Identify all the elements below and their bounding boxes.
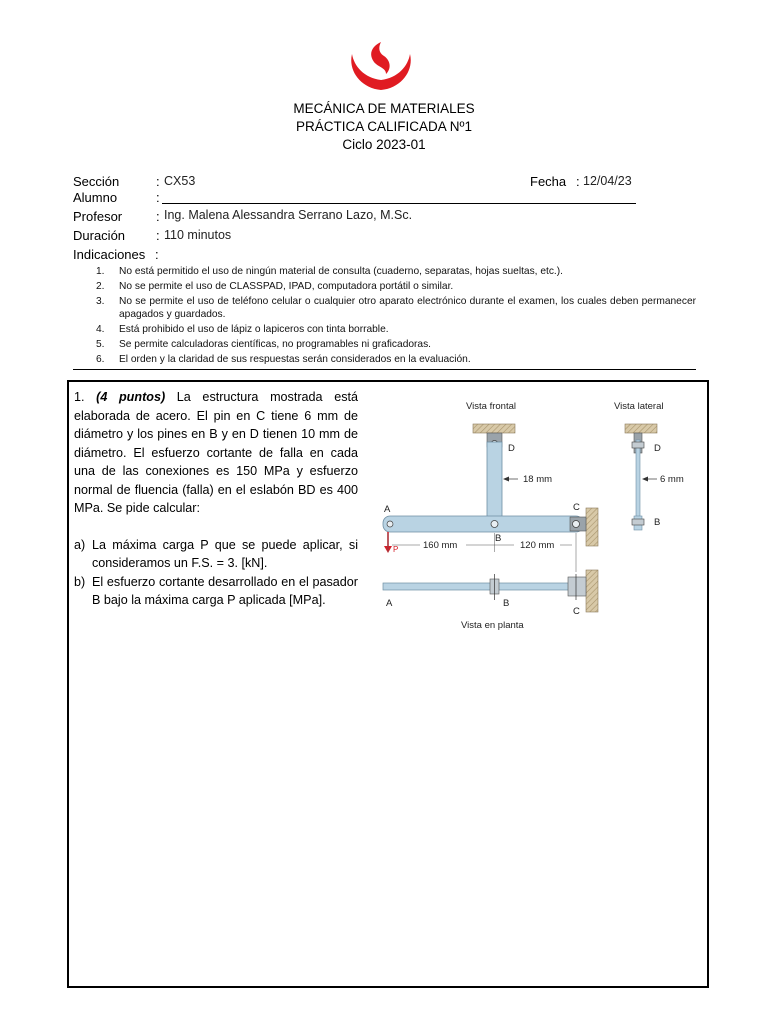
label-a: A bbox=[384, 504, 391, 515]
rule-item: 6. El orden y la claridad de sus respuestas serán considerados en la evaluación. bbox=[96, 354, 471, 365]
beam-plan bbox=[383, 583, 583, 590]
course-title: MECÁNICA DE MATERIALES bbox=[293, 101, 475, 116]
professor-colon: : bbox=[156, 209, 160, 224]
section-label: Sección bbox=[73, 174, 120, 189]
question-points: (4 puntos) bbox=[96, 390, 166, 404]
dim-120mm: 120 mm bbox=[520, 540, 555, 551]
rule-item: 2. No se permite el uso de CLASSPAD, IPAD, computadora portátil o similar. bbox=[96, 281, 454, 292]
cycle-title: Ciclo 2023-01 bbox=[342, 137, 426, 152]
duration-colon: : bbox=[156, 228, 160, 243]
section-value: CX53 bbox=[164, 174, 196, 188]
label-d: D bbox=[508, 443, 515, 454]
plan-view-label: Vista en planta bbox=[461, 620, 524, 631]
exam-title: PRÁCTICA CALIFICADA Nº1 bbox=[296, 119, 472, 134]
side-ceiling bbox=[625, 424, 657, 433]
rule-item: 3. No se permite el uso de teléfono celular o cualquier otro aparato electrónico durante el examen, los cuales deben permanecer apagados y guardados. bbox=[96, 296, 696, 320]
dim-18mm: 18 mm bbox=[523, 474, 553, 485]
pin-a bbox=[387, 521, 393, 527]
subquestion-b: b) El esfuerzo cortante desarrollado en el pasador B bajo la máxima carga P aplicada [MPa]. bbox=[74, 574, 358, 607]
wall-c bbox=[586, 508, 598, 546]
professor-label: Profesor bbox=[73, 209, 123, 224]
rule-item: 5. Se permite calculadoras científicas, no programables ni graficadoras. bbox=[96, 339, 432, 350]
indications-label: Indicaciones bbox=[73, 247, 146, 262]
side-link bbox=[636, 440, 640, 528]
question-number: 1. bbox=[74, 390, 85, 404]
subquestion-a: a) La máxima carga P que se puede aplicar, si consideramos un F.S. = 3. [kN]. bbox=[74, 537, 358, 570]
label-a-plan: A bbox=[386, 598, 393, 609]
rules-divider bbox=[73, 369, 696, 370]
question-1 bbox=[74, 388, 358, 610]
ceiling-support bbox=[473, 424, 515, 433]
duration-value: 110 minutos bbox=[164, 228, 232, 242]
wall-plan bbox=[586, 570, 598, 612]
date-value: 12/04/23 bbox=[583, 174, 632, 188]
indications-colon: : bbox=[155, 247, 159, 262]
label-p: P bbox=[393, 545, 399, 554]
rule-item: 4. Está prohibido el uso de lápiz o lapiceros con tinta borrable. bbox=[96, 324, 389, 335]
label-c-plan: C bbox=[573, 606, 580, 617]
link-bd bbox=[487, 442, 502, 526]
section-colon: : bbox=[156, 174, 160, 189]
student-name-line[interactable] bbox=[162, 203, 636, 204]
university-logo bbox=[346, 40, 416, 94]
structure-figure bbox=[370, 390, 700, 640]
duration-label: Duración bbox=[73, 228, 126, 243]
rule-item: 1. No está permitido el uso de ningún material de consulta (cuaderno, separatas, hojas sueltas, etc.). bbox=[96, 266, 563, 277]
side-label-d: D bbox=[654, 443, 661, 454]
label-c: C bbox=[573, 502, 580, 513]
front-view-label: Vista frontal bbox=[466, 401, 516, 412]
side-pin-d bbox=[632, 442, 644, 448]
student-label: Alumno bbox=[73, 190, 118, 205]
side-pin-b bbox=[632, 519, 644, 525]
bracket-c-plan bbox=[568, 577, 586, 596]
side-view-label: Vista lateral bbox=[614, 401, 664, 412]
student-colon: : bbox=[156, 190, 160, 205]
beam-abc bbox=[383, 516, 583, 532]
pin-b bbox=[491, 521, 498, 528]
dim-160mm: 160 mm bbox=[423, 540, 458, 551]
pin-c bbox=[573, 521, 580, 528]
side-label-b: B bbox=[654, 517, 661, 528]
label-b: B bbox=[495, 533, 502, 544]
label-b-plan: B bbox=[503, 598, 510, 609]
date-label: Fecha bbox=[530, 174, 567, 189]
rules-list bbox=[96, 265, 696, 368]
date-colon: : bbox=[576, 174, 580, 189]
professor-value: Ing. Malena Alessandra Serrano Lazo, M.Sc. bbox=[164, 208, 413, 222]
question-statement: La estructura mostrada está elaborada de acero. El pin en C tiene 6 mm de diámetro y los pines en B y en D tienen 10 mm de diámetro. El esfuerzo cortante de falla en cada una de las conexiones es 150 MPa y esfuerzo normal de fluencia (falla) en el eslabón BD es 400 MPa. Se pide calcular: bbox=[74, 390, 358, 515]
side-dim-6mm: 6 mm bbox=[660, 474, 684, 485]
